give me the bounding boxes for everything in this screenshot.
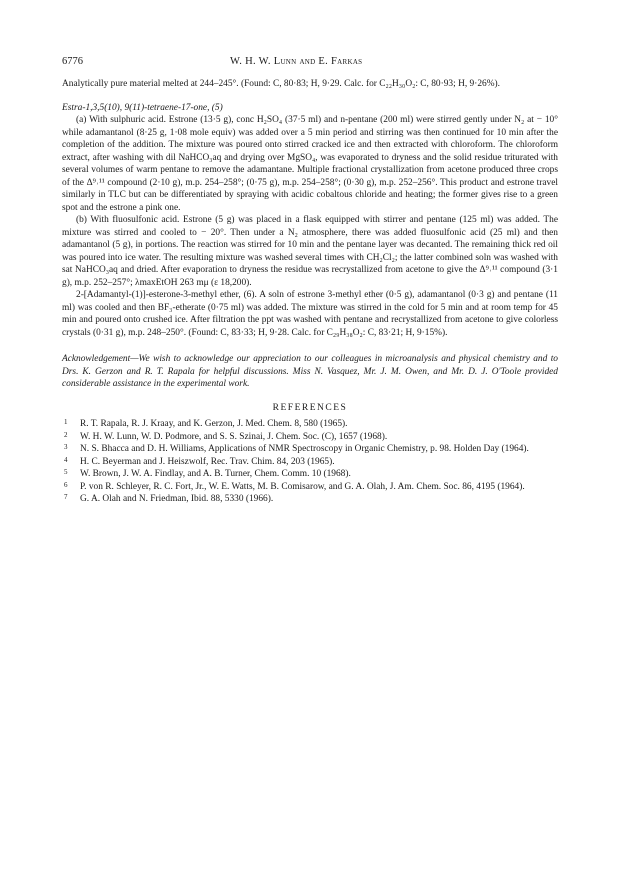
running-header <box>62 56 558 70</box>
procedure-b-paragraph: (b) With fluosulfonic acid. Estrone (5 g) was placed in a flask equipped with stirrer and pentane (125 ml) was added. The mixture was stirred and cooled to − 20°. Then under a N₂ atmosphere, there was added fluosulfonic acid (25 ml) and then adamantanol (5 g), in portions. The reaction was stirred for 10 min and the pentane layer was decanted. The remaining thick red oil was poured into ice water. The resulting mixture was washed several times with CH₂Cl₂; the latter combined soln was washed with sat NaHCO₃aq and dried. After evaporation to dryness the residue was recrystallized from acetone to give the Δ⁹˒¹¹ compound (3·1 g), m.p. 252–257°; λmaxEtOH 263 mμ (ε 18,200). <box>62 215 558 288</box>
references-list <box>62 418 558 506</box>
acknowledgement-paragraph: Acknowledgement—We wish to acknowledge our appreciation to our colleagues in microanalysis and physical chemistry and to Drs. K. Gerzon and R. T. Rapala for helpful discussions. Miss N. Vasquez, Mr. J. M. Owen, and Mr. D. J. O'Toole provided considerable assistance in the experimental work. <box>62 354 558 389</box>
references-heading: REFERENCES <box>272 402 348 413</box>
intro-paragraph: Analytically pure material melted at 244–245°. (Found: C, 80·83; H, 9·29. Calc. for C₂₂H₃₀O₂: C, 80·93; H, 9·26%). <box>62 79 500 89</box>
procedure-a-paragraph: (a) With sulphuric acid. Estrone (13·5 g), conc H₂SO₄ (37·5 ml) and n-pentane (200 ml) were stirred gently under N₂ at − 10° while adamantanol (8·25 g, 1·08 mole equiv) was added over a 5 min period and stirring was then continued for 10 min after the completion of the addition. The mixture was poured onto stirred cracked ice and then extracted with chloroform. The chloroform extract, after washing with dil NaHCO₃aq and drying over MgSO₄, was evaporated to dryness and the solid residue triturated with several volumes of warm pentane to remove the adamantane. Multiple fractional crystallization from acetone produced three crops of the Δ⁹˒¹¹ compound (2·10 g), m.p. 254–258°; (0·75 g), m.p. 254–258°; (0·30 g), m.p. 252–256°. This product and estrone travel similarly in TLC but can be differentiated by spraying with acidic cobaltous chloride and heating; the former gives rise to a green spot and the estrone a pink one. <box>62 115 558 213</box>
compound-6-paragraph: 2-[Adamantyl-(1)]-esterone-3-methyl ether, (6). A soln of estrone 3-methyl ether (0·5 g), adamantanol (0·3 g) and pentane (11 ml) was cooled and then BF₃-etherate (0·75 ml) was added. The mixture was stirred in the cold for 5 min and at room temp for 45 min and poured onto crushed ice. After filtration the ppt was washed with pentane and recrystallized from acetone to give colorless crystals (0·31 g), m.p. 248–250°. (Found: C, 83·33; H, 9·28. Calc. for C₂₉H₃₈O₂: C, 83·21; H, 9·15%). <box>62 290 558 338</box>
reference-item: 6 P. von R. Schleyer, R. C. Fort, Jr., W. E. Watts, M. B. Comisarow, and G. A. Olah, J. Am. Chem. Soc. 86, 4195 (1964). <box>64 480 525 492</box>
compound-title: Estra-1,3,5(10), 9(11)-tetraene-17-one, (5) <box>62 102 223 113</box>
reference-item: 2 W. H. W. Lunn, W. D. Podmore, and S. S. Szinai, J. Chem. Soc. (C), 1657 (1968). <box>64 430 388 442</box>
running-authors: W. H. W. Lunn and E. Farkas <box>230 56 363 67</box>
reference-item: 7 G. A. Olah and N. Friedman, Ibid. 88, 5330 (1966). <box>64 493 274 504</box>
reference-item: 3 N. S. Bhacca and D. H. Williams, Applications of NMR Spectroscopy in Organic Chemistry, p. 98. Holden Day (1964). <box>64 443 529 454</box>
reference-item: 5 W. Brown, J. W. A. Findlay, and A. B. Turner, Chem. Comm. 10 (1968). <box>64 468 351 479</box>
article-body <box>62 78 558 506</box>
reference-item: 1 R. T. Rapala, R. J. Kraay, and K. Gerzon, J. Med. Chem. 8, 580 (1965). <box>64 418 348 429</box>
reference-item: 4 H. C. Beyerman and J. Heiszwolf, Rec. Trav. Chim. 84, 203 (1965). <box>64 455 335 467</box>
page-number: 6776 <box>62 56 83 67</box>
